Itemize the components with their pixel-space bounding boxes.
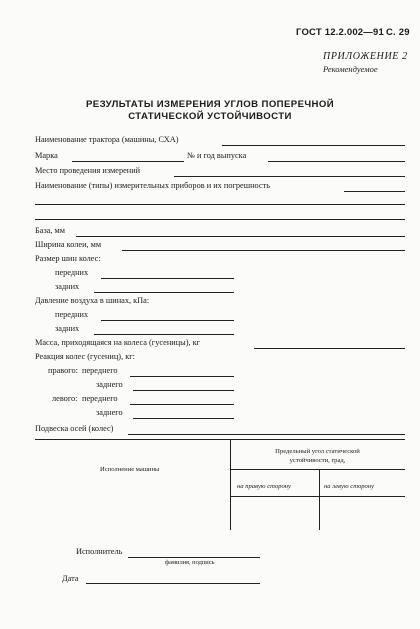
mass-label: Масса, приходящаяся на колеса (гусеницы), кг [35,338,201,347]
base-label: База, мм [35,226,66,235]
right-front-field[interactable] [130,376,234,377]
instruments-field[interactable] [344,191,405,192]
appendix-label: ПРИЛОЖЕНИЕ 2 [323,51,408,62]
place-field[interactable] [174,176,405,177]
executor-field[interactable] [128,557,260,558]
pressure-rear-field[interactable] [94,334,234,335]
standard-number: ГОСТ 12.2.002—91 [296,27,384,38]
table-col-right: на правую сторону [237,483,291,490]
table-col-limit-line2: устойчивости, град, [289,457,346,464]
table-sub-header-border [230,469,405,470]
table-header-bottom-border [230,496,405,497]
tractor-name-field[interactable] [222,145,405,146]
pressure-front-label: передних [55,310,89,319]
reaction-label: Реакция колес (гусениц), кг: [35,352,135,361]
table-col-limit-line1: Предельный угол статической [275,448,360,455]
brand-field[interactable] [72,161,184,162]
table-col-machine: Исполнение машины [100,466,160,473]
table-col-left: на левую сторону [324,483,375,490]
left-front-label: переднего [82,394,118,403]
date-label: Дата [62,574,79,583]
page-number: С. 29 [386,27,410,38]
document-title-line2: СТАТИЧЕСКОЙ УСТОЙЧИВОСТИ [128,111,292,122]
instruments-field-line2[interactable] [35,204,405,205]
place-label: Место проведения измерений [35,166,141,175]
table-top-border [35,439,405,440]
tractor-name-label: Наименование трактора (машины, СХА) [35,135,179,144]
suspension-field[interactable] [128,434,405,435]
left-rear-label: заднего [96,408,123,417]
air-pressure-label: Давление воздуха в шинах, кПа: [35,296,150,305]
recommended-label: Рекомендуемое [323,64,378,74]
mass-field[interactable] [254,348,405,349]
left-label: левого: [52,394,78,403]
tire-front-field[interactable] [101,278,234,279]
left-rear-field[interactable] [133,418,234,419]
date-field[interactable] [86,583,260,584]
instruments-label: Наименование (типы) измерительных приборов и их погрешность [35,181,270,190]
pressure-front-field[interactable] [101,320,234,321]
tire-rear-field[interactable] [94,292,234,293]
number-year-label: № и год выпуска [187,151,247,160]
track-width-field[interactable] [122,250,405,251]
tire-rear-label: задних [55,282,80,291]
right-front-label: переднего [82,366,118,375]
table-divider-sub [319,470,320,530]
left-front-field[interactable] [130,404,234,405]
track-width-label: Ширина колеи, мм [35,240,102,249]
right-label: правого: [48,366,78,375]
suspension-label: Подвеска осей (колес) [35,424,114,433]
executor-label: Исполнитель [76,547,123,556]
right-rear-label: заднего [96,380,123,389]
pressure-rear-label: задних [55,324,80,333]
base-field[interactable] [76,236,405,237]
tire-size-label: Размер шин колес: [35,254,101,263]
executor-hint: фамилия, подпись [165,559,215,566]
brand-label: Марка [35,151,58,160]
document-title-line1: РЕЗУЛЬТАТЫ ИЗМЕРЕНИЯ УГЛОВ ПОПЕРЕЧНОЙ [85,99,335,110]
right-rear-field[interactable] [133,390,234,391]
number-year-field[interactable] [268,161,405,162]
instruments-field-line3[interactable] [35,219,405,220]
tire-front-label: передних [55,268,89,277]
